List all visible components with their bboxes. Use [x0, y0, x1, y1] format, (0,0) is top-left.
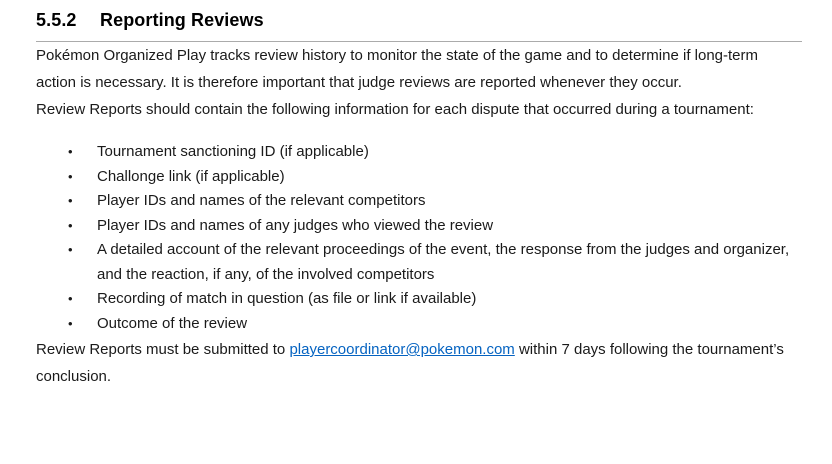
bullet-icon: • — [68, 144, 73, 159]
list-item — [68, 214, 802, 239]
list-intro-paragraph: Review Reports should contain the following information for each dispute that occurred during a tournament: — [36, 101, 754, 118]
bullet-icon: • — [68, 168, 73, 184]
section-number: 5.5.2 — [36, 10, 77, 30]
requirements-list — [36, 140, 802, 336]
list-item — [68, 165, 802, 190]
list-item-text: Recording of match in question (as file or link if available) — [97, 290, 477, 307]
list-item-text: Player IDs and names of the relevant competitors — [97, 192, 426, 209]
bullet-icon: • — [68, 242, 73, 257]
bullet-icon: • — [68, 217, 73, 233]
list-item — [68, 238, 802, 287]
section-title: Reporting Reviews — [100, 10, 264, 30]
list-item-text: Tournament sanctioning ID (if applicable) — [97, 143, 369, 160]
list-item-text: Challonge link (if applicable) — [97, 167, 285, 185]
closing-text-before: Review Reports must be submitted to — [36, 341, 290, 358]
list-item — [68, 189, 802, 214]
list-item-text: Player IDs and names of any judges who viewed the review — [97, 216, 494, 234]
email-link[interactable]: playercoordinator@pokemon.com — [289, 341, 515, 358]
list-item — [68, 287, 802, 312]
list-item-text: A detailed account of the relevant proceedings of the event, the response from the judges and organizer, and the reaction, if any, of the involved competitors — [97, 241, 790, 283]
bullet-icon: • — [68, 193, 73, 208]
list-item-text: Outcome of the review — [97, 314, 248, 332]
list-item — [68, 312, 802, 337]
closing-text-after: within 7 days following the tournament’s conclusion. — [36, 341, 784, 385]
bullet-icon: • — [68, 315, 73, 331]
bullet-icon: • — [68, 291, 73, 306]
section-heading — [36, 8, 802, 32]
closing-paragraph — [36, 336, 802, 390]
intro-paragraph: Pokémon Organized Play tracks review history to monitor the state of the game and to determine if long-term action is necessary. It is therefore important that judge reviews are reported whenever they occur. — [36, 47, 759, 91]
list-item — [68, 140, 802, 165]
